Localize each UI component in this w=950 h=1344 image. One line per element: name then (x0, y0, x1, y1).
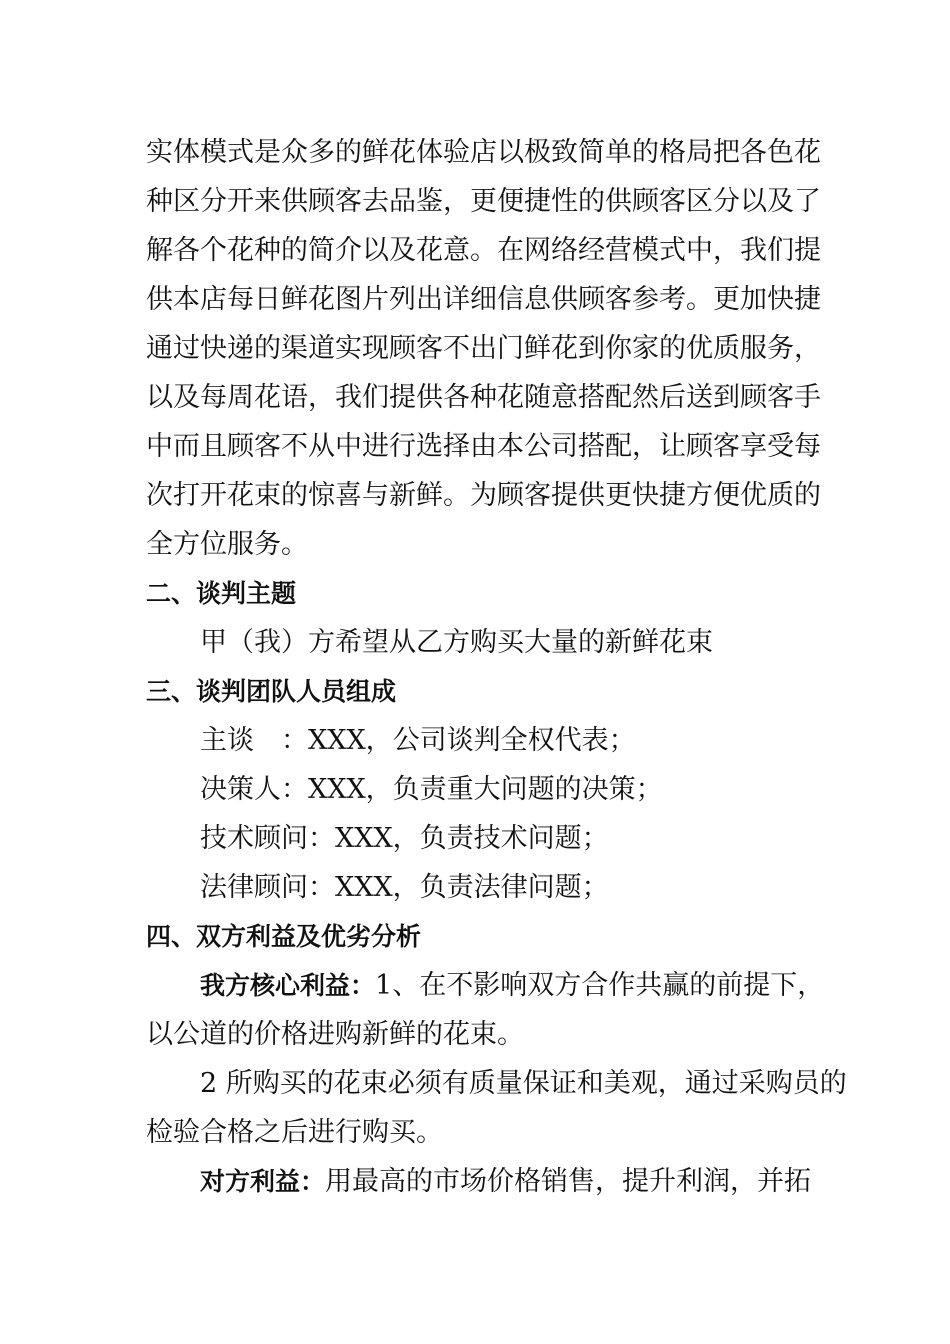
paragraph-line: 实体模式是众多的鲜花体验店以极致简单的格局把各色花 (146, 137, 821, 168)
paragraph-line: 解各个花种的简介以及花意。在网络经营模式中，我们提 (146, 235, 821, 266)
paragraph-line: 通过快递的渠道实现顾客不出门鲜花到你家的优质服务， (146, 333, 821, 364)
their-interest-line (146, 1157, 810, 1206)
section-heading-analysis: 四、双方利益及优劣分析 (146, 922, 422, 951)
section-heading-topic: 二、谈判主题 (146, 579, 297, 608)
document-content (146, 128, 847, 1206)
team-member-item: 决策人：XXX，负责重大问题的决策； (200, 774, 663, 805)
point2-line: 2 所购买的花束必须有质量保证和美观，通过采购员的 (200, 1068, 847, 1099)
team-member-item: 技术顾问：XXX，负责技术问题； (200, 823, 609, 854)
their-interest-label: 对方利益： (200, 1167, 326, 1196)
paragraph-line: 中而且顾客不从中进行选择由本公司搭配，让顾客享受每 (146, 431, 821, 462)
paragraph-line: 种区分开来供顾客去品鉴，更便捷性的供顾客区分以及了 (146, 186, 821, 217)
team-member-item: 主谈 ：XXX，公司谈判全权代表； (200, 725, 636, 756)
paragraph-line: 全方位服务。 (146, 529, 308, 560)
team-member-item: 法律顾问：XXX，负责法律问题； (200, 872, 609, 903)
negotiation-topic-text: 甲（我）方希望从乙方购买大量的新鲜花束 (200, 627, 713, 658)
their-interest-text: 用最高的市场价格销售，提升利润，并拓 (325, 1166, 812, 1197)
point2-continuation: 检验合格之后进行购买。 (146, 1117, 443, 1148)
paragraph-line: 以及每周花语，我们提供各种花随意搭配然后送到顾客手 (146, 382, 821, 413)
our-interest-text: 1、在不影响双方合作共赢的前提下， (375, 970, 825, 1001)
paragraph-line: 供本店每日鲜花图片列出详细信息供顾客参考。更加快捷 (146, 284, 821, 315)
paragraph-line: 次打开花束的惊喜与新鲜。为顾客提供更快捷方便优质的 (146, 480, 821, 511)
our-interest-continuation: 以公道的价格进购新鲜的花束。 (146, 1019, 524, 1050)
intro-paragraph (146, 128, 821, 569)
our-interest-label: 我方核心利益： (200, 971, 376, 1000)
our-interest-line (146, 961, 825, 1010)
section-heading-team: 三、谈判团队人员组成 (146, 677, 397, 706)
